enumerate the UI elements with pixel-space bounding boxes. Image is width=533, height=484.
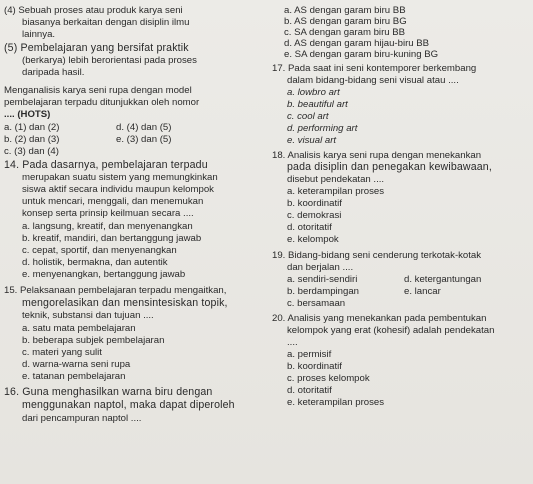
right-column-line: b. beautiful art	[287, 99, 348, 110]
left-column-line: d. (4) dan (5)	[116, 122, 172, 133]
right-column-line: disebut pendekatan ....	[287, 174, 385, 185]
right-column-line: d. AS dengan garam hijau-biru BB	[284, 38, 430, 49]
right-column-line: d. otoritatif	[287, 385, 332, 396]
right-column-line: e. SA dengan garam biru-kuning BG	[284, 49, 439, 60]
left-column-line: untuk mencari, menggali, dan menemukan	[22, 196, 204, 207]
left-column-line: a. (1) dan (2)	[4, 122, 60, 133]
right-column-line: b. koordinatif	[287, 361, 342, 372]
left-column-line: konsep serta prinsip keilmuan secara ....	[22, 208, 194, 219]
left-column-line: daripada hasil.	[22, 67, 85, 78]
right-column-line: a. sendiri-sendiri	[287, 274, 358, 285]
right-column-line: ....	[287, 337, 298, 348]
right-column-line: a. lowbro art	[287, 87, 340, 98]
left-column-line: c. cepat, sportif, dan menyenangkan	[22, 245, 177, 256]
right-column-line: 20. Analisis yang menekankan pada pembentukan	[272, 313, 487, 324]
right-column-line: 19. Bidang-bidang seni cenderung terkotak-kotak	[272, 250, 482, 261]
left-column-line: Menganalisis karya seni rupa dengan model	[4, 85, 192, 96]
right-column-line: e. kelompok	[287, 234, 339, 245]
left-column-line: a. satu mata pembelajaran	[22, 323, 136, 334]
right-column-line: d. performing art	[287, 123, 358, 134]
right-column-line: e. lancar	[404, 286, 441, 297]
right-column-line: c. cool art	[287, 111, 329, 122]
right-column-line: b. berdampingan	[287, 286, 360, 297]
right-column-line: d. ketergantungan	[404, 274, 482, 285]
left-column-line: lainnya.	[22, 29, 56, 40]
left-column-line: siswa aktif secara individu maupun kelompok	[22, 184, 214, 195]
right-column-line: pada disiplin dan penegakan kewibawaan,	[287, 161, 492, 173]
right-column-line: 18. Analisis karya seni rupa dengan menekankan	[272, 150, 482, 161]
left-column-line: a. langsung, kreatif, dan menyenangkan	[22, 221, 193, 232]
left-column-line: e. (3) dan (5)	[116, 134, 172, 145]
left-column-line: c. (3) dan (4)	[4, 146, 59, 157]
left-column-line: (4) Sebuah proses atau produk karya seni	[4, 5, 183, 16]
right-column-line: a. keterampilan proses	[287, 186, 385, 197]
left-column-line: 15. Pelaksanaan pembelajaran terpadu mengaitkan,	[4, 285, 227, 296]
left-column-line: (berkarya) lebih berorientasi pada proses	[22, 55, 197, 66]
right-column-line: e. visual art	[287, 135, 337, 146]
left-column-line: pembelajaran terpadu ditunjukkan oleh nomor	[4, 97, 200, 108]
left-column-line: 16. Guna menghasilkan warna biru dengan	[4, 386, 213, 398]
right-column-line: b. AS dengan garam biru BG	[284, 16, 407, 27]
left-column-line: dari pencampuran naptol ....	[22, 413, 142, 424]
right-column-line: a. AS dengan garam biru BB	[284, 5, 406, 16]
right-column-line: dalam bidang-bidang seni visual atau ....	[287, 75, 459, 86]
right-column-line: c. demokrasi	[287, 210, 342, 221]
right-column-line: b. koordinatif	[287, 198, 342, 209]
left-column-line: teknik, substansi dan tujuan ....	[22, 310, 154, 321]
right-column-line: c. proses kelompok	[287, 373, 370, 384]
right-column-line: kelompok yang erat (kohesif) adalah pendekatan	[287, 325, 495, 336]
right-column-line: c. bersamaan	[287, 298, 346, 309]
right-column-line: e. keterampilan proses	[287, 397, 385, 408]
right-column-line: a. permisif	[287, 349, 332, 360]
left-column-line: b. beberapa subjek pembelajaran	[22, 335, 165, 346]
left-column-line: d. holistik, bermakna, dan autentik	[22, 257, 168, 268]
left-column-line: 14. Pada dasarnya, pembelajaran terpadu	[4, 159, 208, 171]
right-column-line: d. otoritatif	[287, 222, 332, 233]
left-column-line: c. materi yang sulit	[22, 347, 102, 358]
right-column-line: c. SA dengan garam biru BB	[284, 27, 406, 38]
left-column-line: e. menyenangkan, bertanggung jawab	[22, 269, 186, 280]
right-column-line: dan berjalan ....	[287, 262, 354, 273]
left-column-line: b. (2) dan (3)	[4, 134, 60, 145]
left-column-line: menggunakan naptol, maka dapat diperoleh	[22, 399, 235, 411]
left-column-line: merupakan suatu sistem yang memungkinkan	[22, 172, 218, 183]
left-column-line: e. tatanan pembelajaran	[22, 371, 126, 382]
right-column-line: 17. Pada saat ini seni kontemporer berkembang	[272, 63, 477, 74]
left-column-line: d. warna-warna seni rupa	[22, 359, 131, 370]
left-column-line: b. kreatif, mandiri, dan bertanggung jawab	[22, 233, 202, 244]
left-column-line: (5) Pembelajaran yang bersifat praktik	[4, 42, 189, 54]
left-column-line: mengorelasikan dan mensintesiskan topik,	[22, 297, 228, 309]
left-column-line: biasanya berkaitan dengan disiplin ilmu	[22, 17, 190, 28]
left-column-line: .... (HOTS)	[4, 109, 51, 120]
